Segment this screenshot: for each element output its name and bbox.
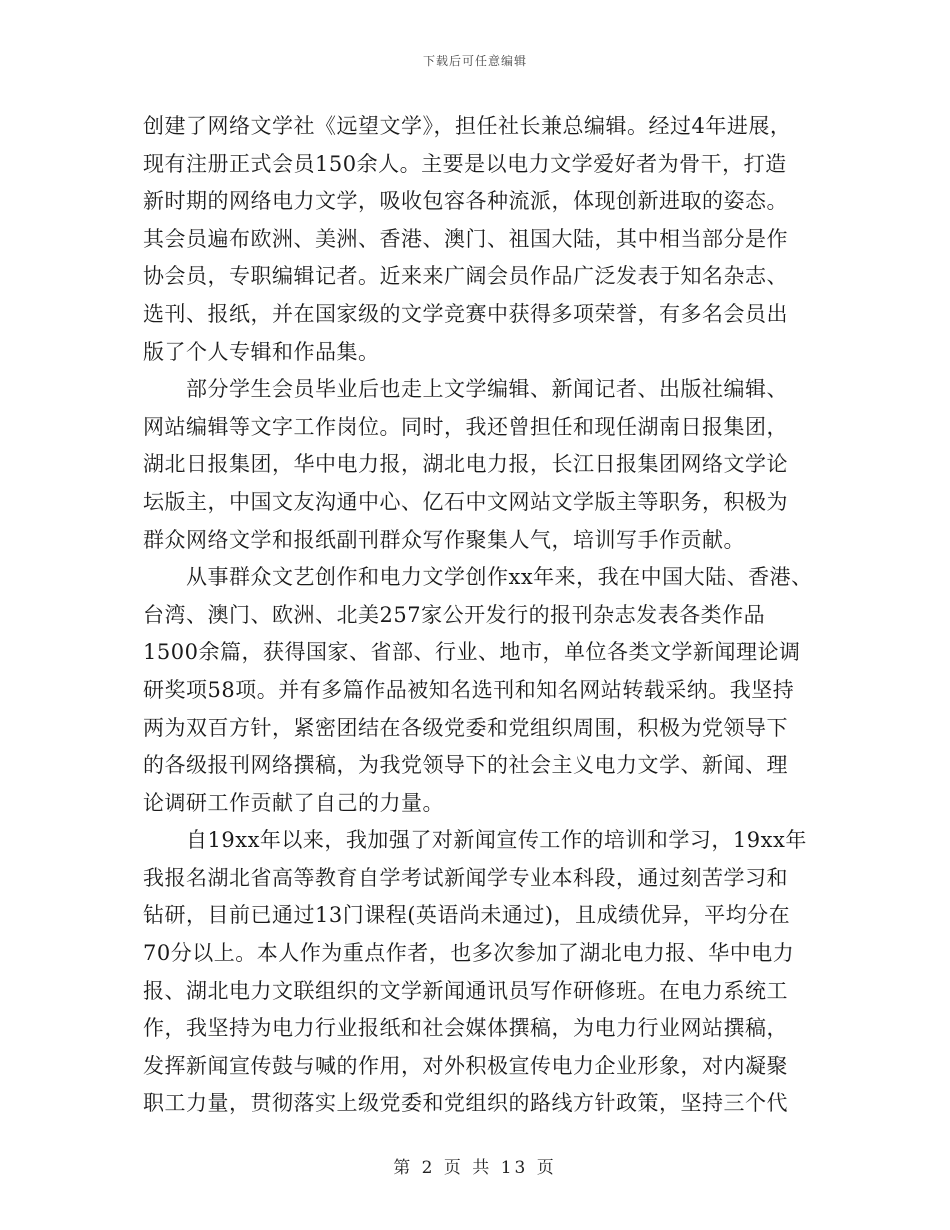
page-number-footer: 第 2 页 共 13 页 bbox=[393, 1158, 557, 1178]
text-line: 1500余篇，获得国家、省部、行业、地市，单位各类文学新闻理论调 bbox=[143, 640, 801, 665]
text-line: 现有注册正式会员150余人。主要是以电力文学爱好者为骨干，打造 bbox=[143, 151, 787, 176]
paragraph-start-line: 从事群众文艺创作和电力文学创作xx年来，我在中国大陆、香港、 bbox=[186, 565, 813, 590]
text-line: 湖北日报集团，华中电力报，湖北电力报，长江日报集团网络文学论 bbox=[143, 452, 788, 477]
text-line: 网站编辑等文字工作岗位。同时，我还曾担任和现任湖南日报集团， bbox=[143, 414, 788, 439]
text-line: 的各级报刊网络撰稿，为我党领导下的社会主义电力文学、新闻、理 bbox=[143, 753, 788, 778]
text-line: 70分以上。本人作为重点作者，也多次参加了湖北电力报、华中电力 bbox=[143, 941, 795, 966]
paragraph-start-line: 部分学生会员毕业后也走上文学编辑、新闻记者、出版社编辑、 bbox=[186, 377, 788, 402]
text-line: 选刊、报纸，并在国家级的文学竞赛中获得多项荣誉，有多名会员出 bbox=[143, 301, 788, 326]
text-line: 钻研，目前已通过13门课程(英语尚未通过)，且成绩优异，平均分在 bbox=[143, 903, 791, 928]
text-line: 两为双百方针，紧密团结在各级党委和党组织周围，积极为党领导下 bbox=[143, 715, 788, 740]
document-body bbox=[143, 108, 815, 1123]
paragraph-start-line: 自19xx年以来，我加强了对新闻宣传工作的培训和学习，19xx年 bbox=[186, 828, 807, 853]
text-line: 其会员遍布欧洲、美洲、香港、澳门、祖国大陆，其中相当部分是作 bbox=[143, 226, 788, 251]
text-line: 发挥新闻宣传鼓与喊的作用，对外积极宣传电力企业形象，对内凝聚 bbox=[143, 1053, 788, 1078]
text-line: 研奖项58项。并有多篇作品被知名选刊和知名网站转载采纳。我坚持 bbox=[143, 677, 795, 702]
text-line: 版了个人专辑和作品集。 bbox=[143, 339, 380, 364]
text-line: 协会员，专职编辑记者。近来来广阔会员作品广泛发表于知名杂志、 bbox=[143, 264, 788, 289]
text-line: 创建了网络文学社《远望文学》，担任社长兼总编辑。经过4年进展， bbox=[143, 114, 792, 138]
text-line: 作，我坚持为电力行业报纸和社会媒体撰稿，为电力行业网站撰稿， bbox=[143, 1016, 788, 1041]
text-line: 台湾、澳门、欧洲、北美257家公开发行的报刊杂志发表各类作品 bbox=[143, 602, 766, 627]
text-line: 新时期的网络电力文学，吸收包容各种流派，体现创新进取的姿态。 bbox=[143, 189, 788, 214]
text-line: 职工力量，贯彻落实上级党委和党组织的路线方针政策，坚持三个代 bbox=[143, 1091, 788, 1116]
text-line: 坛版主，中国文友沟通中心、亿石中文网站文学版主等职务，积极为 bbox=[143, 489, 788, 514]
text-line: 报、湖北电力文联组织的文学新闻通讯员写作研修班。在电力系统工 bbox=[143, 978, 788, 1003]
text-line: 我报名湖北省高等教育自学考试新闻学专业本科段，通过刻苦学习和 bbox=[143, 865, 788, 890]
page-header: 下载后可任意编辑 bbox=[422, 54, 527, 68]
text-line: 论调研工作贡献了自己的力量。 bbox=[143, 790, 444, 815]
text-line: 群众网络文学和报纸副刊群众写作聚集人气，培训写手作贡献。 bbox=[143, 527, 745, 552]
